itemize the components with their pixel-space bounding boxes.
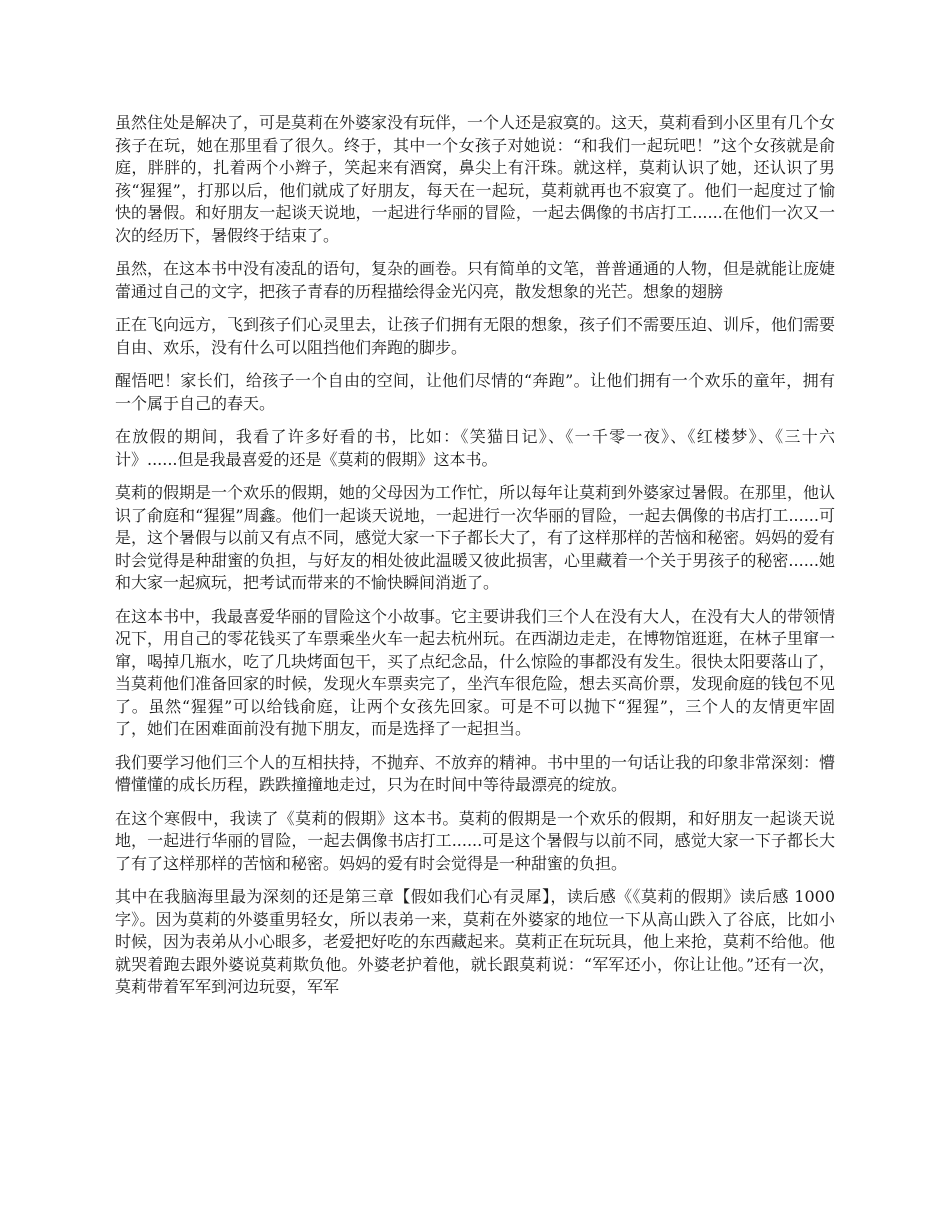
paragraph-9: 在这个寒假中，我读了《莫莉的假期》这本书。莫莉的假期是一个欢乐的假期，和好朋友一起谈天说地，一起进行华丽的冒险，一起去偶像书店打工......可是这个暑假与以前不同，感觉大家一下子都长大了有了这样那样的苦恼和秘密。妈妈的爱有时会觉得是一种甜蜜的负担。 <box>115 808 835 873</box>
paragraph-5: 在放假的期间，我看了许多好看的书，比如：《笑猫日记》、《一千零一夜》、《红楼梦》、《三十六计》......但是我最喜爱的还是《莫莉的假期》这本书。 <box>115 427 835 469</box>
paragraph-2: 虽然，在这本书中没有凌乱的语句，复杂的画卷。只有简单的文笔，普普通通的人物，但是就能让庞婕蕾通过自己的文字，把孩子青春的历程描绘得金光闪亮，散发想象的光芒。想象的翅膀 <box>115 259 836 301</box>
paragraph-10: 其中在我脑海里最为深刻的还是第三章【假如我们心有灵犀】，读后感《《莫莉的假期》读后感 1000 字》。因为莫莉的外婆重男轻女，所以表弟一来，莫莉在外婆家的地位一下从高山跌入了谷底，比如小时候，因为表弟从小心眼多，老爱把好吃的东西藏起来。莫莉正在玩玩具，他上来抢，莫莉不给他。他就哭着跑去跟外婆说莫莉欺负他。外婆老护着他，就长跟莫莉说：“军军还小，你让让他。”还有一次，莫莉带着军军到河边玩耍，军军 <box>115 887 836 996</box>
paragraph-7: 在这本书中，我最喜爱华丽的冒险这个小故事。它主要讲我们三个人在没有大人，在没有大人的带领情况下，用自己的零花钱买了车票乘坐火车一起去杭州玩。在西湖边走走，在博物馆逛逛，在林子里窜一窜，喝掉几瓶水，吃了几块烤面包干，买了点纪念品，什么惊险的事都没有发生。很快太阳要落山了，当莫莉他们准备回家的时候，发现火车票卖完了，坐汽车很危险，想去买高价票，发现俞庭的钱包不见了。虽然“猩猩”可以给钱俞庭，让两个女孩先回家。可是不可以抛下“猩猩”，三个人的友情更牢固了，她们在困难面前没有抛下朋友，而是选择了一起担当。 <box>115 606 836 738</box>
paragraph-6: 莫莉的假期是一个欢乐的假期，她的父母因为工作忙，所以每年让莫莉到外婆家过暑假。在那里，他认识了俞庭和“猩猩”周鑫。他们一起谈天说地，一起进行一次华丽的冒险，一起去偶像的书店打工......可是，这个暑假与以前又有点不同，感觉大家一下子都长大了，有了这样那样的苦恼和秘密。妈妈的爱有时会觉得是种甜蜜的负担，与好友的相处彼此温暖又彼此损害，心里藏着一个关于男孩子的秘密......她和大家一起疯玩，把考试而带来的不愉快瞬间消逝了。 <box>115 483 836 592</box>
paragraph-3: 正在飞向远方，飞到孩子们心灵里去，让孩子们拥有无限的想象，孩子们不需要压迫、训斥，他们需要自由、欢乐，没有什么可以阻挡他们奔跑的脚步。 <box>115 315 836 357</box>
paragraph-8: 我们要学习他们三个人的互相扶持，不抛弃、不放弃的精神。书中里的一句话让我的印象非常深刻：懵懵懂懂的成长历程，跌跌撞撞地走过，只为在时间中等待最漂亮的绽放。 <box>115 752 836 794</box>
paragraph-4: 醒悟吧！家长们，给孩子一个自由的空间，让他们尽情的“奔跑”。让他们拥有一个欢乐的童年，拥有一个属于自己的春天。 <box>115 371 835 413</box>
paragraph-1: 虽然住处是解决了，可是莫莉在外婆家没有玩伴，一个人还是寂寞的。这天，莫莉看到小区里有几个女孩子在玩，她在那里看了很久。终于，其中一个女孩子对她说：“和我们一起玩吧！”这个女孩就是俞庭，胖胖的，扎着两个小辫子，笑起来有酒窝，鼻尖上有汗珠。就这样，莫莉认识了她，还认识了男孩“猩猩”，打那以后，他们就成了好朋友，每天在一起玩，莫莉就再也不寂寞了。他们一起度过了愉快的暑假。和好朋友一起谈天说地，一起进行华丽的冒险，一起去偶像的书店打工......在他们一次又一次的经历下，暑假终于结束了。 <box>115 113 836 245</box>
document-body <box>115 112 835 1010</box>
